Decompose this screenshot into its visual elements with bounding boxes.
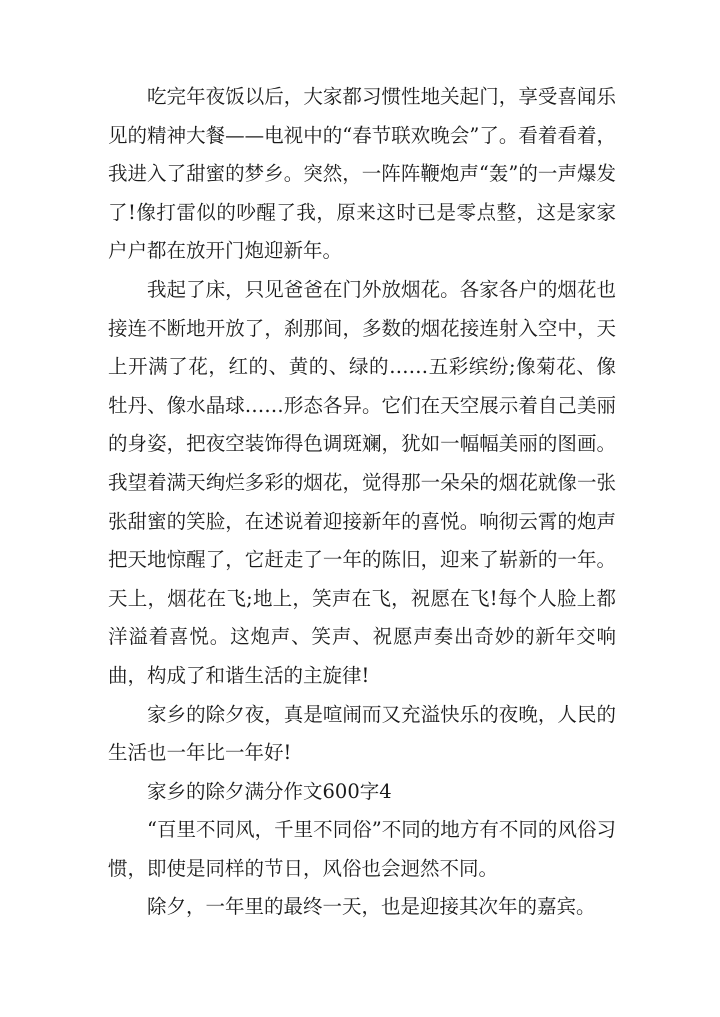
section-title: 家乡的除夕满分作文600字4 [147, 779, 392, 803]
paragraph-last-day: 除夕，一年里的最终一天，也是迎接其次年的嘉宾。 [147, 895, 596, 919]
document-body [108, 78, 616, 927]
paragraph-customs: “百里不同风，千里不同俗”不同的地方有不同的风俗习惯，即使是同样的节日，风俗也会迥然不同。 [108, 818, 616, 880]
paragraph-new-year-eve: 吃完年夜饭以后，大家都习惯性地关起门，享受喜闻乐见的精神大餐——电视中的“春节联欢晚会”了。看着看着，我进入了甜蜜的梦乡。突然，一阵阵鞭炮声“轰”的一声爆发了!像打雷似的吵醒了我，原来这时已是零点整，这是家家户户都在放开门炮迎新年。 [108, 85, 616, 263]
paragraph-conclusion: 家乡的除夕夜，真是喧闹而又充溢快乐的夜晚，人民的生活也一年比一年好! [108, 702, 616, 765]
paragraph-fireworks: 我起了床，只见爸爸在门外放烟花。各家各户的烟花也接连不断地开放了，刹那间，多数的烟花接连射入空中，天上开满了花，红的、黄的、绿的……五彩缤纷;像菊花、像牡丹、像水晶球……形态各异。它们在天空展示着自己美丽的身姿，把夜空装饰得色调斑斓，犹如一幅幅美丽的图画。我望着满天绚烂多彩的烟花，觉得那一朵朵的烟花就像一张张甜蜜的笑脸，在述说着迎接新年的喜悦。响彻云霄的炮声把天地惊醒了，它赶走了一年的陈旧，迎来了崭新的一年。天上，烟花在飞;地上，笑声在飞，祝愿在飞!每个人脸上都洋溢着喜悦。这炮声、笑声、祝愿声奏出奇妙的新年交响曲，构成了和谐生活的主旋律! [108, 277, 616, 687]
